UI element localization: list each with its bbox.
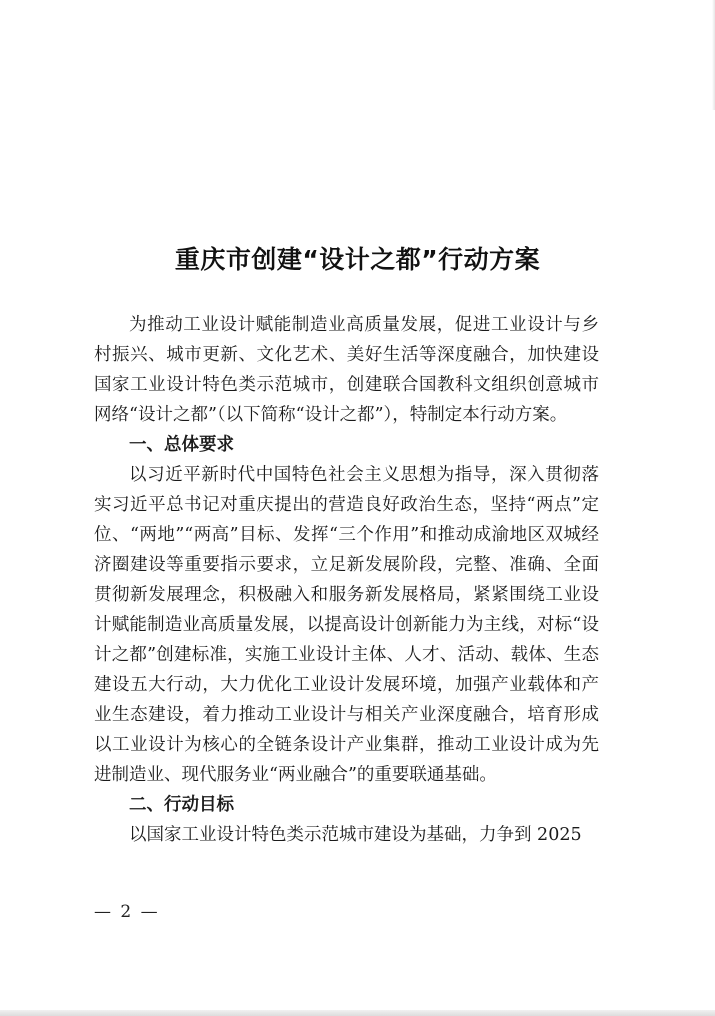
section-heading-general: 一、总体要求	[129, 435, 234, 455]
page-number: — 2 —	[94, 902, 160, 922]
section-heading-goals: 二、行动目标	[129, 795, 234, 815]
intro-paragraph: 为推动工业设计赋能制造业高质量发展，促进工业设计与乡村振兴、城市更新、文化艺术、美好生活等深度融合，加快建设国家工业设计特色类示范城市，创建联合国教科文组织创意城市网络“设计之都”（以下简称“设计之都”），特制定本行动方案。	[94, 315, 599, 425]
document-body	[94, 310, 599, 850]
section-paragraph-general: 以习近平新时代中国特色社会主义思想为指导，深入贯彻落实习近平总书记对重庆提出的营造良好政治生态，坚持“两点”定位、“两地”“两高”目标、发挥“三个作用”和推动成渝地区双城经济圈建设等重要指示要求，立足新发展阶段，完整、准确、全面贯彻新发展理念，积极融入和服务新发展格局，紧紧围绕工业设计赋能制造业高质量发展，以提高设计创新能力为主线，对标“设计之都”创建标准，实施工业设计主体、人才、活动、载体、生态建设五大行动，大力优化工业设计发展环境，加强产业载体和产业生态建设，着力推动工业设计与相关产业深度融合，培育形成以工业设计为核心的全链条设计产业集群，推动工业设计成为先进制造业、现代服务业“两业融合”的重要联通基础。	[94, 465, 599, 785]
section-paragraph-goals: 以国家工业设计特色类示范城市建设为基础，力争到 2025	[129, 825, 582, 845]
document-title: 重庆市创建“设计之都”行动方案	[174, 245, 541, 274]
page-bottom-edge	[0, 1010, 715, 1016]
